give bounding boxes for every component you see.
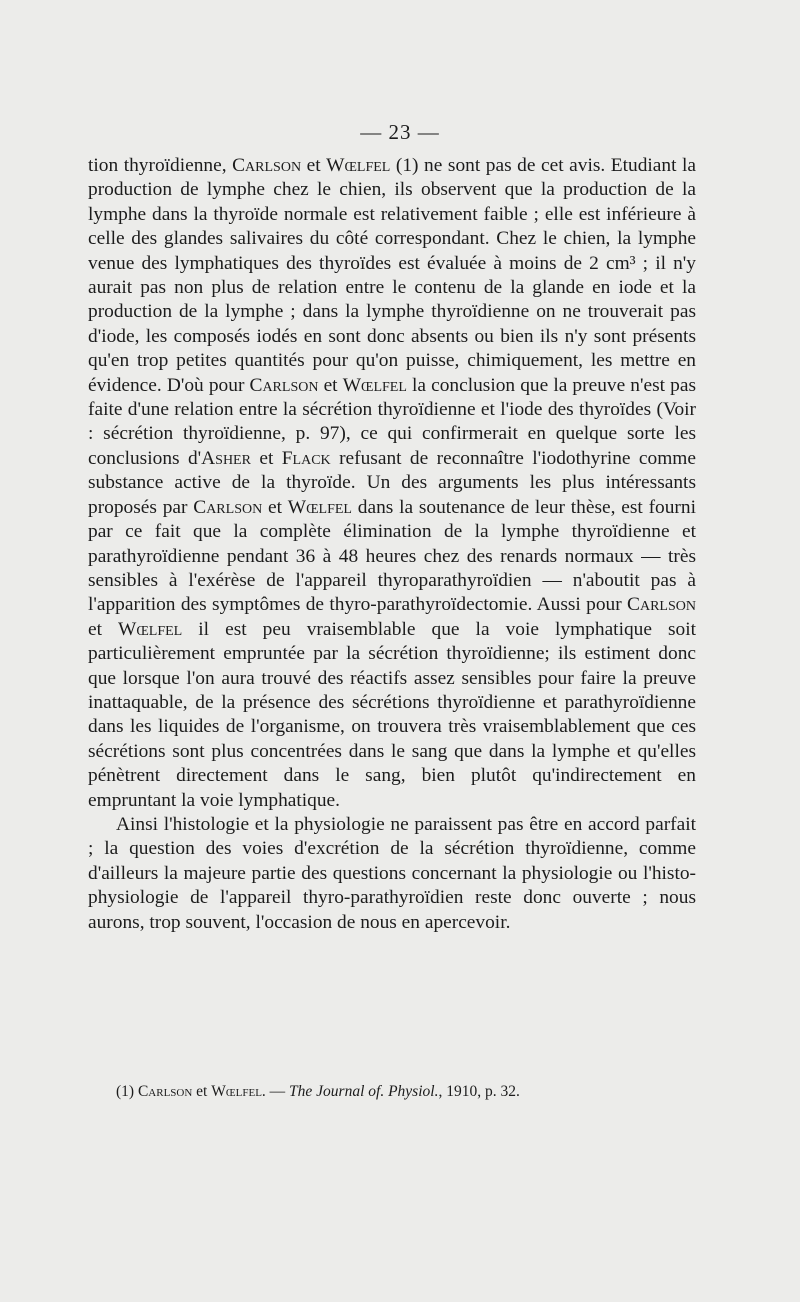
paragraph-1: tion thyroïdienne, Carlson et Wœlfel (1) ne sont pas de cet avis. Etudiant la production de lymphe chez le chien, ils observent que la production de la lymphe dans la thyroïde normale est relativement faible ; elle est inférieure à celle des glandes salivaires du côté correspondant. Chez le chien, la lymphe venue des lymphatiques des thyroïdes est évaluée à moins de 2 cm³ ; il n'y aurait pas non plus de relation entre le contenu de la glande en iode et la production de la lymphe ; dans la lymphe thyroïdienne on ne trouverait pas d'iode, les composés iodés en sont donc absents ou bien ils n'y sont présents qu'en trop petites quantités pour qu'on puisse, chimiquement, les mettre en évidence. D'où pour Carlson et Wœlfel la conclusion que la preuve n'est pas faite d'une relation entre la sécrétion thyroïdienne et l'iode des thyroïdes (Voir : sécrétion thyroïdienne, p. 97), ce qui confirmerait en quelque sorte les conclusions d'Asher et Flack refusant de reconnaître l'iodothyrine comme substance active de la thyroïde. Un des arguments les plus intéressants proposés par Carlson et Wœlfel dans la soutenance de leur thèse, est fourni par ce fait que la complète élimination de la lymphe thyroïdienne et parathyroïdienne pendant 36 à 48 heures chez des renards normaux — très sensibles à l'exérèse de l'appareil thyroparathyroïdien — n'aboutit pas à l'apparition des symptômes de thyro-parathyroïdectomie. Aussi pour Carlson et Wœlfel il est peu vraisemblable que la voie lymphatique soit particulièrement empruntée par la sécrétion thyroïdienne; ils estiment donc que lorsque l'on aura trouvé des réactifs assez sensibles pour faire la preuve inattaquable, de la présence des sécrétions thyroïdienne et parathyroïdienne dans les liquides de l'organisme, on trouvera très vraisemblablement que ces sécrétions sont plus concentrées dans le sang que dans la lymphe et qu'elles pénètrent directement dans le sang, bien plutôt qu'indirectement en empruntant la voie lymphatique.: [88, 155, 697, 811]
author-name: Wœlfel: [211, 1083, 262, 1100]
author-name: Wœlfel: [342, 374, 407, 396]
author-name: Carlson: [232, 155, 302, 176]
footnote-marker: (1): [116, 1083, 138, 1100]
page-number: — 23 —: [360, 120, 440, 144]
footnote: (1) Carlson et Wœlfel. — The Journal of. Physiol., 1910, p. 32.: [116, 1083, 520, 1100]
author-name: Carlson: [249, 374, 319, 396]
author-name: Carlson: [137, 1083, 193, 1100]
author-name: Flack: [281, 447, 331, 469]
paragraph-2: Ainsi l'histologie et la physiologie ne paraissent pas être en accord parfait ; la question des voies d'excrétion de la sécrétion thyroïdienne, comme d'ailleurs la majeure partie des questions concernant la physiologie ou l'histo-physiologie de l'appareil thyro-parathyroïdien reste donc ouverte ; nous aurons, trop souvent, l'occasion de nous en apercevoir.: [88, 813, 696, 933]
author-name: Wœlfel: [326, 155, 391, 176]
author-name: Wœlfel: [118, 618, 183, 640]
author-name: Asher: [201, 447, 251, 469]
body-text: [88, 154, 696, 935]
author-name: Wœlfel: [287, 496, 352, 518]
journal-title: The Journal of. Physiol.: [289, 1083, 439, 1100]
author-name: Carlson: [627, 594, 696, 616]
author-name: Carlson: [193, 496, 263, 518]
